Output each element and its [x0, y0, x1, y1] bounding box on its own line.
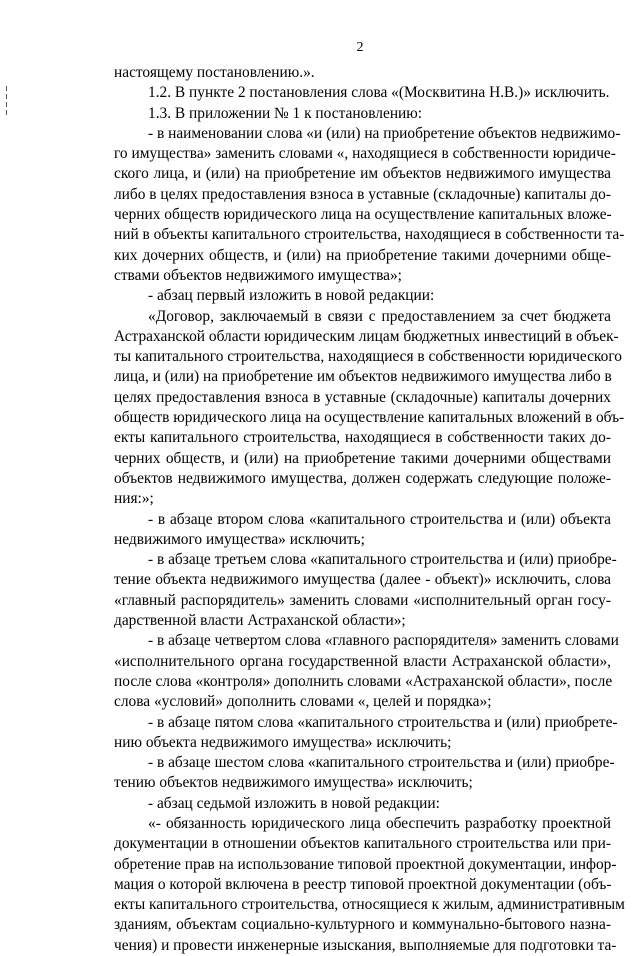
- text-line: - в абзаце втором слова «капитального строительства и (или) объекта: [148, 510, 611, 528]
- text-line: целях предоставления взноса в уставные (складочные) капиталы дочерних: [114, 388, 611, 406]
- text-line: - в наименовании слова «и (или) на приобретение объектов недвижимо-: [148, 124, 621, 142]
- text-line: - в абзаце третьем слова «капитального строительства и (или) приобре-: [148, 551, 617, 569]
- text-line: чения) и провести инженерные изыскания, выполняемые для подготовки та-: [114, 936, 617, 954]
- text-line: 1.2. В пункте 2 постановления слова «(Москвитина Н.В.)» исключить.: [148, 84, 610, 102]
- margin-mark: [6, 102, 7, 107]
- text-line: документации в отношении объектов капитального строительства или при-: [114, 835, 611, 853]
- text-line: лица, и (или) на приобретение им объектов недвижимого имущества либо в: [114, 368, 612, 386]
- text-line: - абзац седьмой изложить в новой редакции:: [148, 794, 440, 812]
- text-line: объектов недвижимого имущества, должен содержать следующие положе-: [114, 469, 611, 487]
- text-line: - в абзаце шестом слова «капитального строительства и (или) приобре-: [148, 754, 615, 772]
- text-line: слова «условий» дополнить словами «, целей и порядка»;: [114, 693, 492, 711]
- text-line: обретение прав на использование типовой проектной документации, инфор-: [114, 855, 617, 873]
- text-line: черних обществ юридического лица на осуществление капитальных вложе-: [114, 206, 612, 224]
- text-line: ствами объектов недвижимого имущества»;: [114, 266, 402, 284]
- text-line: нию объекта недвижимого имущества» исключить;: [114, 733, 452, 751]
- margin-mark: [6, 94, 7, 99]
- text-line: - абзац первый изложить в новой редакции:: [148, 287, 435, 305]
- text-line: мация о которой включена в реестр типовой проектной документации (объ-: [114, 875, 612, 893]
- text-line: дарственной власти Астраханской области»;: [114, 612, 406, 630]
- text-line: ния:»;: [114, 490, 154, 508]
- text-line: ского лица, и (или) на приобретение им объектов недвижимого имущества: [114, 165, 611, 183]
- margin-marks: [6, 86, 8, 120]
- text-line: зданиям, объектам социально-культурного и коммунально-бытового назна-: [114, 916, 611, 934]
- text-line: обществ юридического лица на осуществление капитальных вложений в объ-: [114, 409, 625, 427]
- text-line: тение объекта недвижимого имущества (далее - объект)» исключить, слова: [114, 571, 611, 589]
- text-line: ких дочерних обществ, и (или) на приобретение такими дочерними обще-: [114, 246, 611, 264]
- text-line: го имущества» заменить словами «, находящиеся в собственности юридиче-: [114, 145, 616, 163]
- text-line: после слова «контроля» дополнить словами «Астраханской области», после: [114, 672, 613, 690]
- text-line: - в абзаце пятом слова «капитального строительства и (или) приобрете-: [148, 713, 618, 731]
- text-line: недвижимого имущества» исключить;: [114, 530, 365, 548]
- margin-mark: [6, 86, 7, 91]
- text-line: ты капитального строительства, находящиеся в собственности юридического: [114, 348, 622, 366]
- text-line: «Договор, заключаемый в связи с предоставлением за счет бюджета: [148, 307, 611, 325]
- text-line: «- обязанность юридического лица обеспечить разработку проектной: [148, 814, 611, 832]
- text-line: настоящему постановлению.».: [114, 64, 315, 81]
- text-line: - в абзаце четвертом слова «главного распорядителя» заменить словами: [148, 632, 619, 650]
- text-line: Астраханской области юридическим лицам бюджетных инвестиций в объек-: [114, 327, 619, 345]
- text-line: 1.3. В приложении № 1 к постановлению:: [148, 104, 423, 122]
- text-line: екты капитального строительства, находящиеся в собственности таких до-: [114, 429, 611, 447]
- document-body: [114, 63, 625, 956]
- text-line: тению объектов недвижимого имущества» исключить;: [114, 774, 473, 792]
- text-line: екты капитального строительства, относящиеся к жилым, административным: [114, 896, 625, 914]
- text-line: «главный распорядитель» заменить словами «исполнительный орган госу-: [114, 591, 611, 609]
- text-line: либо в целях предоставления взноса в уставные (складочные) капиталы до-: [114, 185, 612, 203]
- text-line: ний в объекты капитального строительства, находящиеся в собственности та-: [114, 226, 625, 244]
- margin-mark: [6, 110, 7, 115]
- page-number: 2: [356, 40, 364, 55]
- text-line: «исполнительного органа государственной власти Астраханской области»,: [114, 652, 611, 670]
- text-line: черних обществ, и (или) на приобретение такими дочерними обществами: [114, 449, 611, 467]
